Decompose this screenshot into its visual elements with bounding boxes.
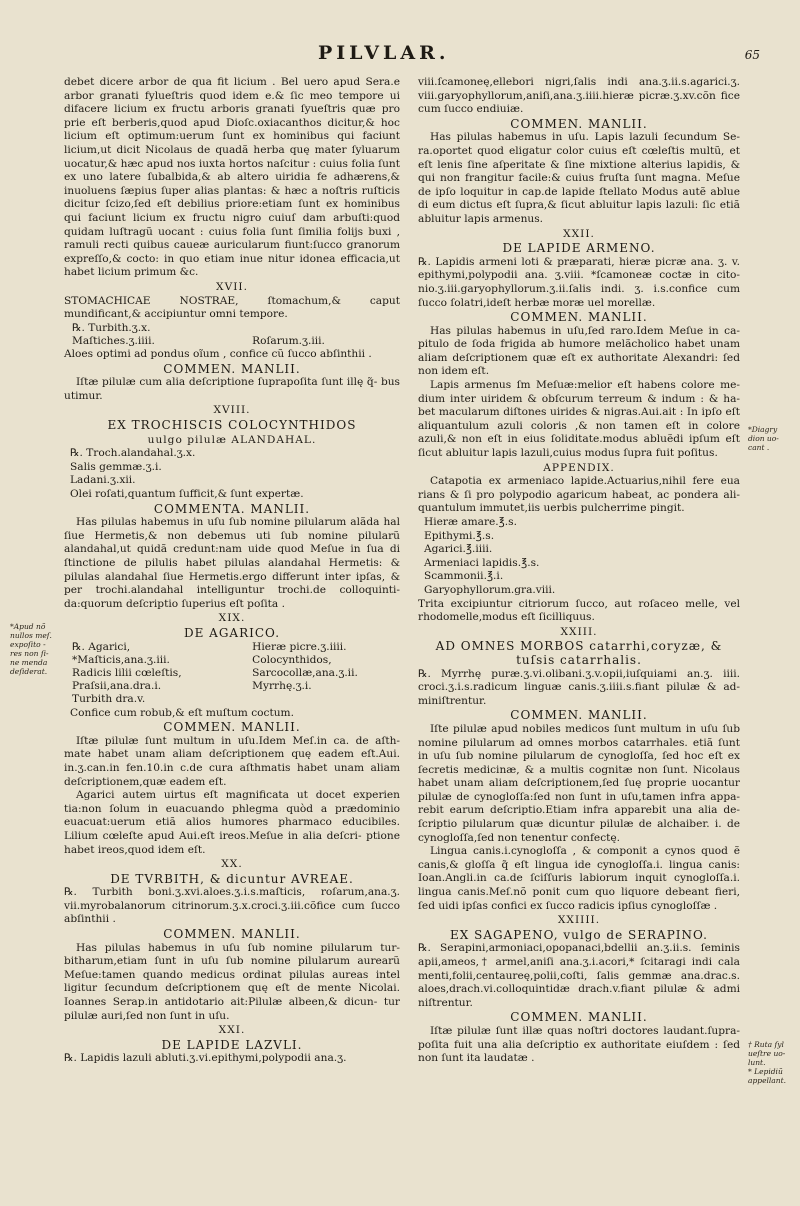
section-heading: XX. <box>221 858 243 871</box>
section-heading: COMMENTA. MANLII. <box>153 501 311 516</box>
recipe-line: Scammonii.℥.i. <box>424 570 504 583</box>
section-heading: DE LAPIDE ARMENO. <box>502 241 656 256</box>
section-heading: uulgo pilulæ ALANDAHAL. <box>147 433 317 446</box>
section-heading: EX SAGAPENO, vulgo de SERAPINO. <box>450 927 708 942</box>
paragraph: Iſtæ pilulæ cum alia deſcriptione ſuprapoſita ſunt illę q̃- bus utimur. <box>64 376 400 402</box>
ingredient-cell: Turbith dra.v. <box>72 693 146 706</box>
margin-note-line: *Apud nõ <box>10 622 46 631</box>
margin-note-line: * Lepidiũ <box>748 1067 783 1076</box>
section-heading: COMMEN. MANLII. <box>510 116 648 131</box>
running-header <box>60 42 760 70</box>
recipe-line: Salis gemmæ.ʒ.i. <box>70 460 162 473</box>
section-heading: AD OMNES MORBOS catarrhi,coryzæ, & tuſsis catarrhalis. <box>435 639 723 667</box>
paragraph: Lingua canis.i.cynogloſſa , & componit a cynos quod ẽ canis,& gloſſa q̃ eſt lingua ide cynogloſſa.i. lingua canis: Ioan.Angli.in ca.de ſciſſuris labiorum inquit cynogloſſa.i. lingua canis.Meſ.nõ ponit cum quo liquore debeant fieri, ſed uidi ipſas confici ex ſucco radicis ipſius cynogloſſæ . <box>418 845 740 912</box>
recipe-line: Hieræ amare.℥.s. <box>424 516 517 528</box>
margin-note-line: *Diagry <box>748 425 778 434</box>
margin-note-line: expoſito - <box>10 640 46 649</box>
paragraph: Lapis armenus ſm Meſuæ:melior eſt habens colore me- dium inter uiridem & obſcurum terreum & indum : & ha- bet macularum diſtones uirides & nigras.Aui.ait : In ipſo eſt aliquantulum azuli coloris ,& non tamen eſt in colore azuli,& non eſt in eius ſoliditate.modus abluẽdi ipſum eſt ſicut abluitur lapis lazuli,cuius modus ſupra fuit poſitus. <box>418 379 740 460</box>
ingredient-cell: Myrrhę.ʒ.i. <box>252 680 312 693</box>
recipe-line: Garyophyllorum.gra.viii. <box>424 583 556 596</box>
recipe-line: Epithymi.℥.s. <box>424 529 495 542</box>
paragraph: Iſtæ pilulæ ſunt multum in uſu.Idem Meſ.in ca. de aſth- mate habet unam aliam deſcriptionem quę eadem eſt.Aui. in.ʒ.can.in fen.10.in c.de cura aſthmatis habet unam aliam deſcriptionem,quæ eadem eſt. <box>64 734 400 788</box>
ingredient-cell: Praſsii,ana.dra.i. <box>72 680 162 693</box>
paragraph: Has pilulas habemus in uſu ſub nomine pilularum tur- bitharum,etiam ſunt in uſu ſub nomine pilularum aurearũ Meſue:tamen quando medicus ordinat pilulas aureas intel ligitur ſecundum deſcriptionem quę eſt de mente Nicolai. Ioannes Serap.in antidotario ait:Pilulæ albeen,& dicun- tur pilulæ auri,ſed non ſunt in uſu. <box>64 941 400 1022</box>
left-text-column <box>64 76 400 1066</box>
recipe-line: Ladani.ʒ.xii. <box>70 474 136 487</box>
section-heading: XVII. <box>216 280 248 293</box>
ingredient-cell: *Maſticis,ana.ʒ.iii. <box>72 653 170 666</box>
paragraph: Agarici autem uirtus eſt magnificata ut docet experien tia:non ſolum in euacuando phlegma quòd a prædominio euacuat:uerum etiã alios humores pharmaco educibiles. Lilium cœleſte apud Aui.eſt ireos.Meſue in alia deſcri- ptione habet ireos,quod idem eſt. <box>64 789 400 856</box>
section-heading: COMMEN. MANLII. <box>510 1010 648 1025</box>
ingredient-cell: ℞. Agarici, <box>72 640 131 653</box>
paragraph: STOMACHICAE NOSTRAE, ſtomachum,& caput mundificant,& accipiuntur omni tempore. <box>64 294 400 321</box>
paragraph: Has pilulas habemus in uſu ſub nomine pilularum alãda hal ſiue Hermetis,& non debemus uti ſub nomine pilularũ alandahal,ut quidã credunt:nam uide quod Meſue in ſua di ſtinctione de pilulis habet pilulas alandahal Hermetis: & pilulas alandahal ſiue Hermetis.ergo differunt inter ipſas, & per trochi.alandahal intelliguntur trochi.de colloquinti- da:quorum deſcriptio ſuperius eſt poſita . <box>64 516 400 610</box>
margin-note-right-2 <box>748 1040 796 1085</box>
paragraph: Has pilulas habemus in uſu. Lapis lazuli ſecundum Se- ra.oportet quod eligatur color cuius eſt cœleſtis multũ, et eſt lenis ſine aſperitate & ſine mixtione alterius lapidis, & qui non frangitur facile:& cuius fruſta ſunt magna. Meſue de ipſo loquitur in cap.de lapide ſtellato Modus autẽ ablue di eum dictus eſt ſupra,& ſicut abluitur lapis lazuli: ſic etiã abluitur lapis armenus. <box>418 131 740 225</box>
margin-note-line: † Ruta ſyl <box>748 1040 784 1049</box>
recipe-line: Confice cum robub,& eſt muſtum coctum. <box>70 706 294 719</box>
paragraph: viii.ſcamoneę,ellebori nigri,ſalis indi ana.ʒ.ii.s.agarici.ʒ. viii.garyophyllorum,aniſi,ana.ʒ.iiii.hieræ picræ.ʒ.xv.cõn fice cum ſucco endiuiæ. <box>418 76 740 116</box>
paragraph: debet dicere arbor de qua fit licium . Bel uero apud Sera.e arbor granati fylueſtris quod idem e.& ſic meo tempore ui difacere licium ex fructu arboris granati ſyueſtris quæ pro prie eſt berberis,quod apud Dioſc.oxiacanthos dicitur,& hoc licium eſt optimum:uerum ſunt ex hominibus qui faciunt licium,ut dicit Nicolaus de quadã herba quę mater ſyluarum uocatur,& hæc apud nos iuxta hortos naſcitur : cuius folia ſunt ex uno latere ſubalbida,& ab altero uiridia fe adhærens,& inuoluens ſæpius ſuper alias plantas: & hæc a noſtris ruſticis dicitur ſcizo,ſed eſt debilius priore:etiam ſunt ex hominibus qui faciunt licium ex fructu nigro cuiuſ dam arbuſti:quod quidam luſtragũ uocant : cuius folia ſunt ſimilia folijs buxi , ramuli recti quibus caueæ auricularum fiunt:ſucco granorum expreſſo,& cocto: in quo etiam inue nitur idonea efficacia,ut habet licium primum &c. <box>64 76 400 279</box>
ingredient-cell: Radicis lilii cœleſtis, <box>72 666 182 679</box>
right-text-column <box>418 76 740 1066</box>
paragraph: Aloes optimi ad pondus oĩum , confice cũ ſucco abſinthii . <box>64 348 372 361</box>
margin-note-right-1 <box>748 425 796 452</box>
recipe-line: Armeniaci lapidis.℥.s. <box>424 556 540 569</box>
paragraph: ℞. Turbith boni.ʒ.xvi.aloes.ʒ.i.s.maſticis, roſarum,ana.ʒ. vii.myrobalanorum citrinorum.ʒ.x.croci.ʒ.iii.cõfice cum ſucco abſinthii . <box>64 886 400 926</box>
section-heading: DE LAPIDE LAZVLI. <box>161 1037 303 1052</box>
margin-note-line: appellant. <box>748 1076 787 1085</box>
margin-note-line: cant . <box>748 443 770 452</box>
section-heading: COMMEN. MANLII. <box>163 927 301 942</box>
section-heading: COMMEN. MANLII. <box>163 361 301 376</box>
section-heading: XVIII. <box>213 404 251 417</box>
section-heading: APPENDIX. <box>543 461 615 474</box>
section-heading: EX TROCHISCIS COLOCYNTHIDOS <box>107 418 357 433</box>
margin-note-line: lunt. <box>748 1058 766 1067</box>
paragraph: Iſte pilulæ apud nobiles medicos ſunt multum in uſu ſub nomine pilularum ad omnes morbos catarrhales. etiã ſunt in uſu ſub nomine pilularum de cynogloſſa, ſed hoc eſt ex ſecretis medicinæ, & a multis cognitæ non ſunt. Nicolaus habet unam aliam deſcriptionem,ſed ſuę proprie uocantur pilulæ de cynogloſſa:ſed non ſunt in uſu,tamen infra appa- rebit earum deſcriptio.Etiam infra apparebit una alia de- ſcriptio pilularum quæ dicuntur pilulæ de alchaiber. i. de cynogloſſa,ſed non tenentur confectę. <box>418 722 740 844</box>
section-heading: XXIII. <box>560 625 598 638</box>
section-heading: DE TVRBITH, & dicuntur AVREAE. <box>110 871 354 886</box>
paragraph: Catapotia ex armeniaco lapide.Actuarius,nihil fere eua rians & ſi pro polypodio agaricum habeat, ac pondera ali- quantulum immutet,iis uerbis pulcherrime pingit. <box>418 475 740 515</box>
section-heading: DE AGARICO. <box>183 625 281 640</box>
recipe-line: Olei roſati,quantum ſufficit,& ſunt expertæ. <box>70 488 304 501</box>
margin-note-line: res non ſi- <box>10 649 49 658</box>
margin-note-line: deſiderat. <box>10 667 48 676</box>
section-heading: COMMEN. MANLII. <box>163 720 301 735</box>
ingredient-table <box>64 641 400 707</box>
paragraph: Has pilulas habemus in uſu,ſed raro.Idem Meſue in ca- pitulo de ſoda frigida ab humore melãcholico habet unam aliam deſcriptionem quæ eſt ex authoritate Alexandri: ſed non idem eſt. <box>418 324 740 378</box>
paragraph: Trita excipiuntur citriorum ſucco, aut roſaceo melle, vel rhodomelle,modus eſt ſicilliquus. <box>418 597 740 624</box>
section-heading: XIX. <box>218 612 246 625</box>
section-heading: COMMEN. MANLII. <box>510 310 648 325</box>
margin-note-line: ne menda <box>10 658 48 667</box>
ingredient-table <box>64 322 400 348</box>
ingredient-cell: Colocynthidos, <box>252 653 332 666</box>
ingredient-cell: Roſarum.ʒ.iii. <box>252 334 325 347</box>
recipe-line: Agarici.℥.iiii. <box>424 543 493 556</box>
section-heading: XXII. <box>563 227 595 240</box>
ingredient-cell <box>252 322 400 335</box>
margin-note-left-1 <box>10 622 54 676</box>
paragraph: ℞. Serapini,armoniaci,opopanaci,bdellii an.ʒ.ii.s. ſeminis apii,ameos,† armel,aniſi ana.ʒ.i.acori,* ſcitaragi indi cala menti,folii,centaureę,polii,coſti, ſalis gemmæ ana.drac.s. aloes,drach.vi.colloquintidæ drach.v.fiant pilulæ & admi niſtrentur. <box>418 942 740 1009</box>
section-heading: XXIIII. <box>557 914 601 927</box>
ingredient-cell: Hieræ picre.ʒ.iiii. <box>252 640 347 653</box>
ingredient-cell <box>252 693 400 706</box>
section-heading: XXI. <box>218 1024 246 1037</box>
page-number: 65 <box>744 48 760 62</box>
ingredient-cell: Maſtiches.ʒ.iiii. <box>72 334 155 347</box>
margin-note-line: nullos meſ. <box>10 631 52 640</box>
ingredient-cell: ℞. Turbith.ʒ.x. <box>72 321 151 334</box>
paragraph: ℞. Myrrhę puræ.ʒ.vi.olibani.ʒ.v.opii,iuſquiami an.ʒ. iiii. croci.ʒ.i.s.radicum linguæ canis.ʒ.iiii.s.fiant pilulæ & ad- miniſtrentur. <box>418 667 740 707</box>
ingredient-cell: Sarcocollæ,ana.ʒ.ii. <box>252 666 358 679</box>
margin-note-line: dion uo- <box>748 434 779 443</box>
section-heading: COMMEN. MANLII. <box>510 708 648 723</box>
paragraph: Iſtæ pilulæ ſunt illæ quas noſtri doctores laudant.ſupra- poſita fuit una alia deſcriptio ex authoritate eiuſdem : ſed non ſunt ita laudatæ . <box>418 1024 740 1065</box>
paragraph: ℞. Lapidis armeni loti & præparati, hieræ picræ ana. ʒ. v. epithymi,polypodii ana. ʒ.viii. *ſcamoneæ coctæ in cito- nio.ʒ.iii.garyophyllorum.ʒ.ii.ſalis indi. ʒ. i.s.confice cum ſucco ſolatri,ideſt herbæ moræ uel morellæ. <box>418 255 740 309</box>
paragraph: ℞. Lapidis lazuli abluti.ʒ.vi.epithymi,polypodii ana.ʒ. <box>64 1052 347 1065</box>
margin-note-line: ueſtre uo- <box>748 1049 786 1058</box>
recipe-line: ℞. Troch.alandahal.ʒ.x. <box>70 447 196 460</box>
running-title: PILVLAR. <box>318 42 450 64</box>
